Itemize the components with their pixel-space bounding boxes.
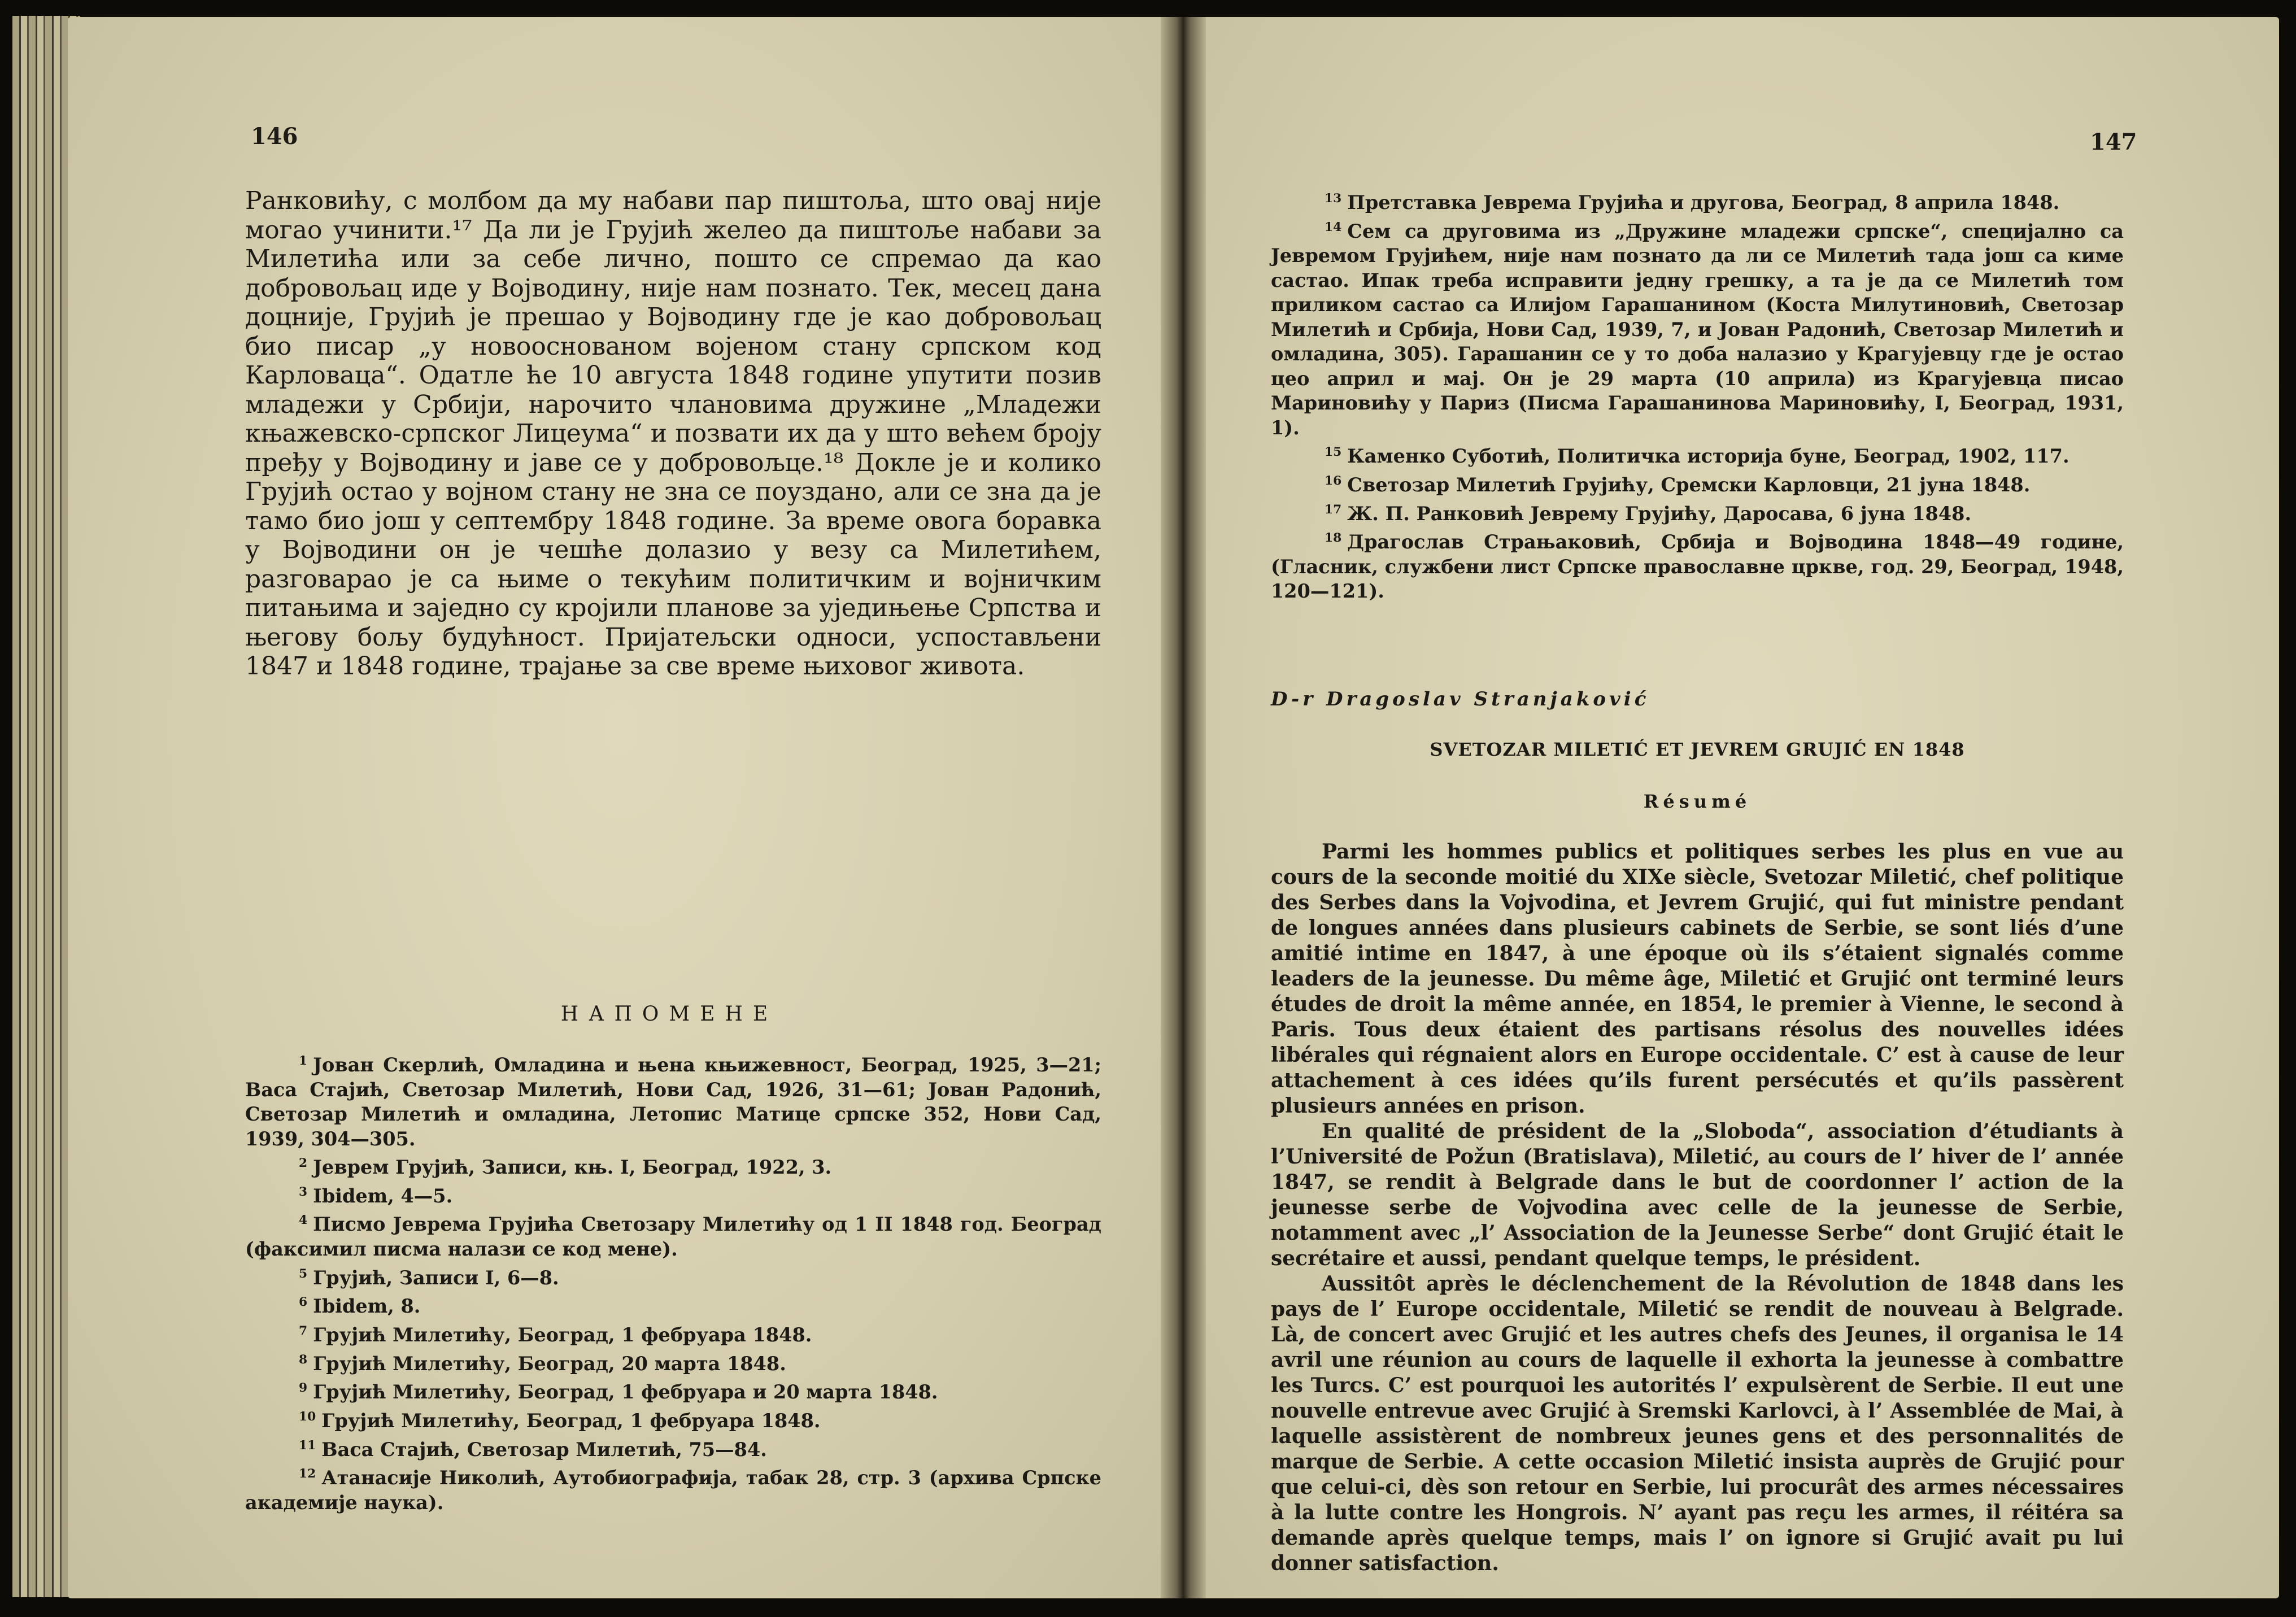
footnote: $^{14}$ Сем са друговима из „Дружине младежи српске“, специјално са Јевремом Грујићем, није нам познато да ли се Милетић тада још са киме састао. Ипак треба исправити једну грешку, а та је да се Милетић том приликом састао са Илијом Гарашанином (Коста Милутиновић, Светозар Милетић и Србија, Нови Сад, 1939, 7, и Јован Радонић, Светозар Милетић и омладина, 305). Гарашанин се у то доба налазио у Крагујевцу где је остао цео април и мај. Он је 29 марта (10 априла) из Крагујевца писао Мариновићу у Париз (Писма Гарашанинова Мариновићу, I, Београд, 1931, 1). [1271, 220, 2124, 439]
footnote: $^{12}$ Атанасије Николић, Аутобиографија, табак 28, стр. 3 (архива Српске академије наука). [245, 1467, 1101, 1514]
page-number-left: 146 [251, 123, 298, 150]
footnote: $^9$ Грујић Милетићу, Београд, 1 фебруара и 20 марта 1848. [299, 1381, 938, 1404]
resume-paragraph: En qualité de président de la „Sloboda“, association d’étudiants à l’Université de Požun (Bratislava), Miletić, au cours de l’ hiver de l’ année 1847, se rendit à Belgrade dans le but de coordonner l’ action de la jeunesse serbe de Vojvodina avec celle de la jeunesse de Serbie, notamment avec „l’ Association de la Jeunesse Serbe“ dont Grujić était le secrétaire et aussi, pendant quelque temps, le président. [1271, 1119, 2124, 1270]
footnote: $^{15}$ Каменко Суботић, Политичка историја буне, Београд, 1902, 117. [1325, 445, 2070, 468]
footnote: $^{11}$ Васа Стајић, Светозар Милетић, 75—84. [299, 1438, 767, 1461]
footnote: $^1$ Јован Скерлић, Омладина и њена књижевност, Београд, 1925, 3—21; Васа Стајић, Светозар Милетић, Нови Сад, 1926, 31—61; Јован Радонић, Светозар Милетић и омладина, Летопис Матице српске 352, Нови Сад, 1939, 304—305. [245, 1054, 1101, 1150]
resume-body [1271, 839, 2124, 1576]
notes-heading: НАПОМЕНЕ [560, 1003, 778, 1026]
author-name: D-r Dragoslav Stranjaković [1271, 688, 1650, 711]
footnote: $^{18}$ Драгослав Страњаковић, Србија и Војводина 1848—49 године, (Гласник, службени лист Српске православне цркве, год. 29, Београд, 1948, 120—121). [1271, 531, 2124, 603]
left-body [245, 186, 1101, 681]
footnote: $^3$ Ibidem, 4—5. [299, 1184, 453, 1207]
footnote: $^{17}$ Ж. П. Ранковић Јеврему Грујићу, Даросава, 6 јуна 1848. [1325, 502, 1972, 525]
resume-paragraph: Aussitôt après le déclenchement de la Révolution de 1848 dans les pays de l’ Europe occidentale, Miletić se rendit de nouveau à Belgrade. Là, de concert avec Grujić et les autres chefs des Jeunes, il organisa le 14 avril une réunion au cours de laquelle il exhorta la jeunesse à combattre les Turcs. C’ est pourquoi les autorités l’ expulsèrent de Serbie. Il eut une nouvelle entrevue avec Grujić à Sremski Karlovci, à l’ Assemblée de Mai, à laquelle assistèrent de nombreux jeunes gens et des personnalités de marque de Serbie. A cette occasion Miletić insista auprès de Grujić pour que celui-ci, dès son retour en Serbie, lui procurât des armes nécessaires à la lutte contre les Hongrois. N’ ayant pas reçu les armes, il réitéra sa demande après quelque temps, mais l’ on ignore si Grujić avait pu lui donner satisfaction. [1271, 1272, 2124, 1575]
footnote: $^2$ Јеврем Грујић, Записи, књ. I, Београд, 1922, 3. [299, 1156, 832, 1179]
page-number-right: 147 [2090, 129, 2137, 155]
left-paragraph: Ранковићу, с молбом да му набави пар пиштоља, што овај није могао учинити.¹⁷ Да ли је Грујић желео да пиштоље набави за Милетића или за себе лично, пошто се спремао да као добровољац иде у Војводину, није нам познато. Тек, месец дана доцније, Грујић је прешао у Војводину где је као добровољац био писар „у новоосновaном војеном стану српском код Карловаца“. Одатле ће 10 августа 1848 године упутити позив младежи у Србији, нарочито члановима дружине „Младежи књажевско-српског Лицеума“ и позвати их да у што већем броју пређу у Војводину и јаве се у добровољце.¹⁸ Докле је и колико Грујић остао у војном стану не зна се поуздано, али се зна да је тамо био још у септембру 1848 године. За време овога боравка у Војводини он је чешће долазио у везу са Милетићем, разговарао је са њиме о текућим политичким и војничким питањима и заједно су кројили планове за уједињење Српства и његову бољу будућност. Пријатељски односи, успостављени 1847 и 1848 године, трајање за све време њиховог живота. [245, 186, 1101, 681]
footnote: $^{16}$ Светозар Милетић Грујићу, Сремски Карловци, 21 јуна 1848. [1325, 473, 2031, 496]
book-gutter [1161, 17, 1206, 1598]
footnote: $^{10}$ Грујић Милетићу, Београд, 1 фебруара 1848. [299, 1409, 821, 1432]
footnote: $^6$ Ibidem, 8. [299, 1295, 421, 1318]
resume-paragraph: Parmi les hommes publics et politiques serbes les plus en vue au cours de la seconde moitié du XIXe siècle, Svetozar Miletić, chef politique des Serbes dans la Vojvodina, et Jevrem Grujić, qui fut ministre pendant de longues années dans plusieurs cabinets de Serbie, se sont liés d’une amitié intime en 1847, à une époque où ils s’étaient signalés comme leaders de la jeunesse. Du même âge, Miletić et Grujić ont terminé leurs études de droit la même année, en 1854, le premier à Vienne, le second à Paris. Tous deux étaient des partisans résolus des nouvelles idées libérales qui régnaient alors en Europe occidentale. C’ est à cause de leur attachement à ces idées qu’ils furent persécutés et qu’ils passèrent plusieurs années en prison. [1271, 840, 2124, 1118]
right-footnotes [1271, 186, 2124, 604]
left-footnotes [245, 1049, 1101, 1515]
footnote: $^7$ Грујић Милетићу, Београд, 1 фебруара 1848. [299, 1323, 812, 1346]
article-title: SVETOZAR MILETIĆ ET JEVREM GRUJIĆ EN 1848 [1430, 739, 1965, 760]
footnote: $^8$ Грујић Милетићу, Београд, 20 марта 1848. [299, 1352, 786, 1375]
footnote: $^{13}$ Претставка Јеврема Грујића и другова, Београд, 8 априла 1848. [1325, 191, 2060, 214]
resume-heading: Résumé [1643, 791, 1752, 812]
footnote: $^5$ Грујић, Записи I, 6—8. [299, 1266, 559, 1289]
footnote: $^4$ Писмо Јеврема Грујића Светозару Милетићу од 1 II 1848 год. Београд (факсимил писма налази се код мене). [245, 1213, 1101, 1261]
